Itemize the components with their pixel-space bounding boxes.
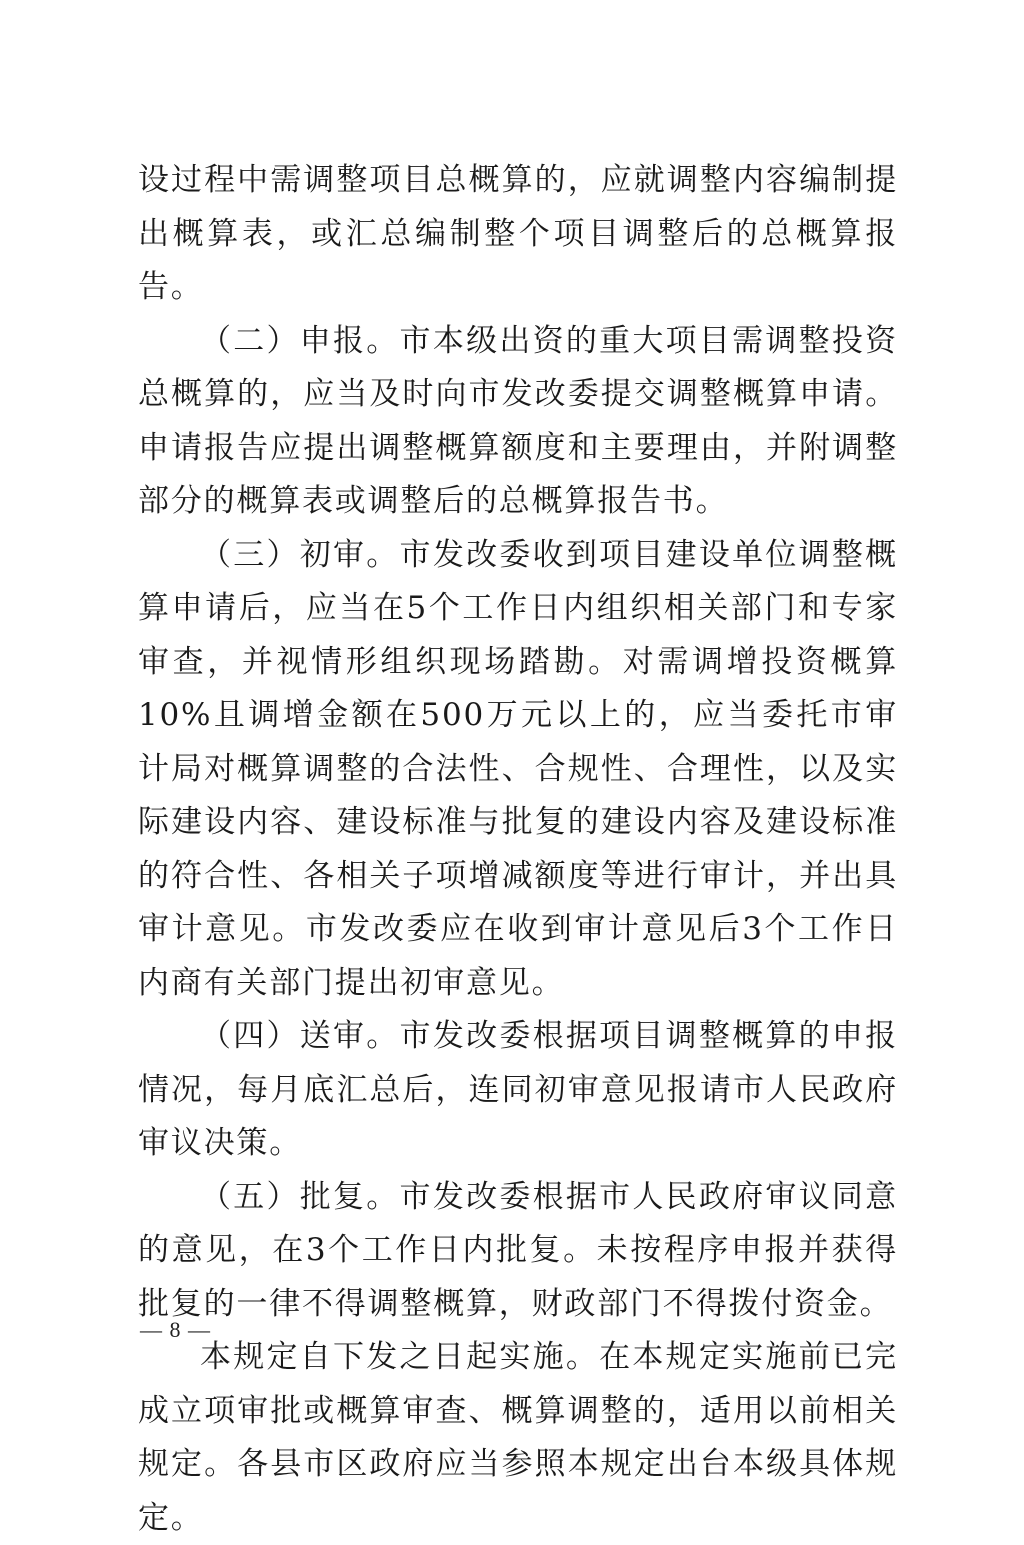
paragraph-preliminary-review: （三）初审。市发改委收到项目建设单位调整概算申请后，应当在5个工作日内组织相关部门和专家审查，并视情形组织现场踏勘。对需调增投资概算10%且调增金额在500万元以上的，应当委托市审计局对概算调整的合法性、合规性、合理性，以及实际建设内容、建设标准与批复的建设内容及建设标准的符合性、各相关子项增减额度等进行审计，并出具审计意见。市发改委应在收到审计意见后3个工作日内商有关部门提出初审意见。	[138, 536, 898, 1001]
paragraph-approval: （五）批复。市发改委根据市人民政府审议同意的意见，在3个工作日内批复。未按程序申报并获得批复的一律不得调整概算，财政部门不得拨付资金。	[138, 1178, 898, 1322]
paragraph-effective-date: 本规定自下发之日起实施。在本规定实施前已完成立项审批或概算审查、概算调整的，适用以前相关规定。各县市区政府应当参照本规定出台本级具体规定。	[138, 1339, 898, 1536]
paragraph-submission: （四）送审。市发改委根据项目调整概算的申报情况，每月底汇总后，连同初审意见报请市人民政府审议决策。	[138, 1018, 898, 1161]
paragraph-continuation: 设过程中需调整项目总概算的，应就调整内容编制提出概算表，或汇总编制整个项目调整后的总概算报告。	[138, 162, 898, 305]
page-number: — 8 —	[140, 1317, 211, 1342]
document-body	[138, 154, 898, 1545]
paragraph-declaration: （二）申报。市本级出资的重大项目需调整投资总概算的，应当及时向市发改委提交调整概算申请。申请报告应提出调整概算额度和主要理由，并附调整部分的概算表或调整后的总概算报告书。	[138, 322, 898, 519]
